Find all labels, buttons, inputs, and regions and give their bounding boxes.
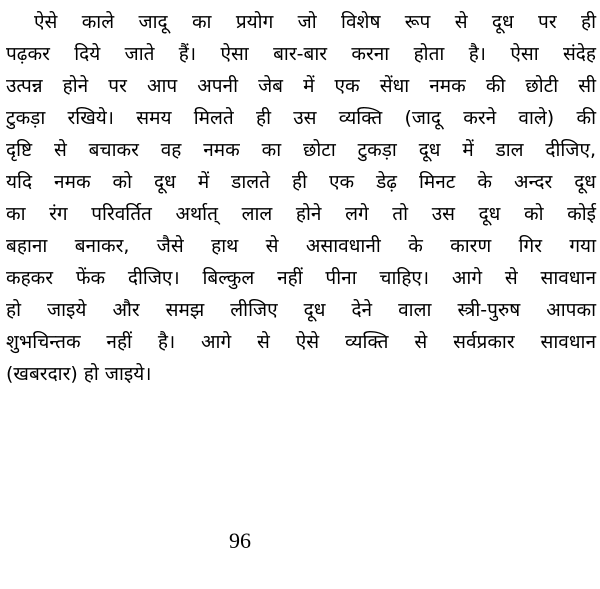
page-number: 96 <box>229 528 251 553</box>
paragraph-line-12: (खबरदार) हो जाइये। <box>6 363 152 385</box>
paragraph-line-6: यदि नमक को दूध में डालते ही एक डेढ़ मिनट के अन्दर दूध <box>6 171 596 193</box>
paragraph-line-4: टुकड़ा रखिये। समय मिलते ही उस व्यक्ति (जादू करने वाले) की <box>6 107 596 129</box>
paragraph-line-5: दृष्टि से बचाकर वह नमक का छोटा टुकड़ा दूध में डाल दीजिए, <box>6 139 596 161</box>
paragraph-line-11: शुभचिन्तक नहीं है। आगे से ऐसे व्यक्ति से सर्वप्रकार सावधान <box>6 331 596 353</box>
body-paragraph <box>6 6 596 390</box>
paragraph-line-3: उत्पन्न होने पर आप अपनी जेब में एक सेंधा नमक की छोटी सी <box>6 75 596 97</box>
paragraph-line-10: हो जाइये और समझ लीजिए दूध देने वाला स्त्री-पुरुष आपका <box>6 299 596 321</box>
paragraph-line-2: पढ़कर दिये जाते हैं। ऐसा बार-बार करना होता है। ऐसा संदेह <box>6 43 596 65</box>
paragraph-line-9: कहकर फेंक दीजिए। बिल्कुल नहीं पीना चाहिए। आगे से सावधान <box>6 267 596 289</box>
paragraph-line-8: बहाना बनाकर, जैसे हाथ से असावधानी के कारण गिर गया <box>6 235 596 257</box>
paragraph-line-7: का रंग परिवर्तित अर्थात् लाल होने लगे तो उस दूध को कोई <box>6 203 596 225</box>
paragraph-line-1: ऐसे काले जादू का प्रयोग जो विशेष रूप से दूध पर ही <box>34 11 596 33</box>
